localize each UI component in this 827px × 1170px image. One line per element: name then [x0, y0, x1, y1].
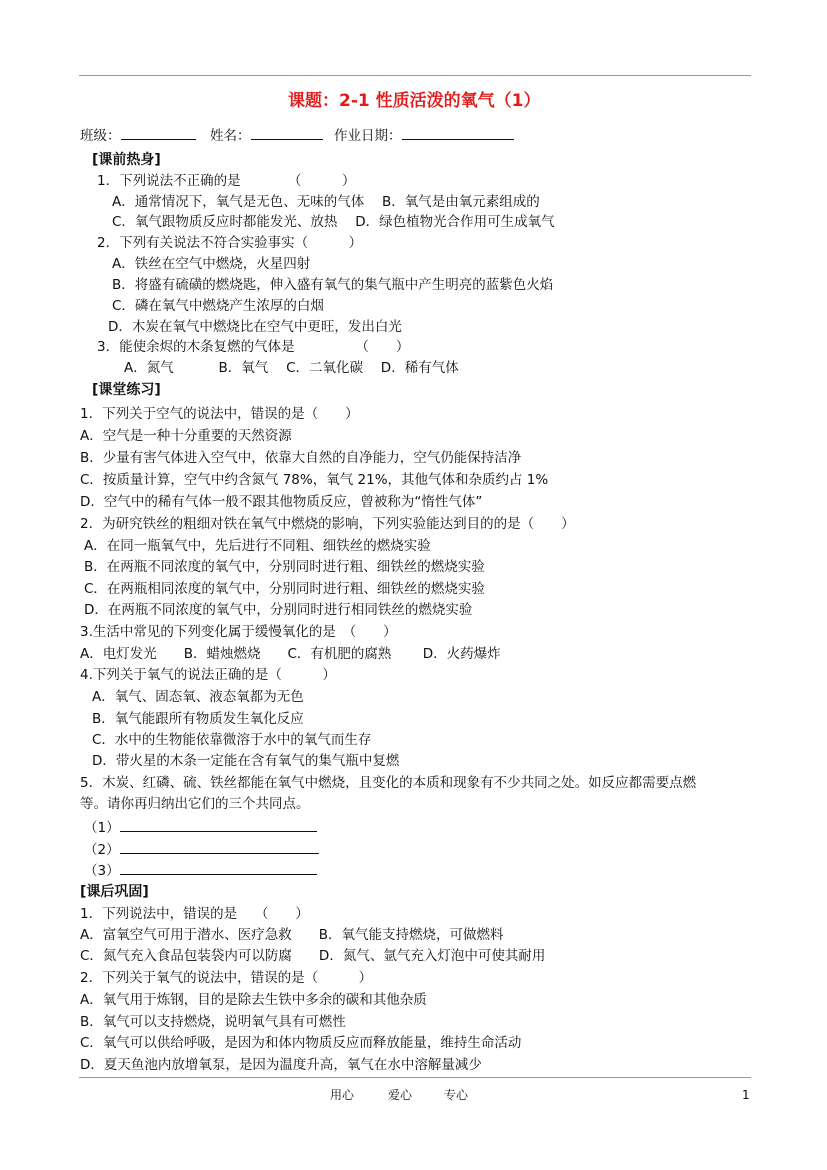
- review-q1-options-cd: C．氮气充入食品包装袋内可以防腐 D．氮气、氩气充入灯泡中可使其耐用: [80, 948, 546, 964]
- warmup-q1: 1．下列说法不正确的是 （ ）: [97, 173, 356, 189]
- practice-q2-option-b: B．在两瓶不同浓度的氧气中，分别同时进行粗、细铁丝的燃烧实验: [84, 559, 485, 575]
- practice-q4: 4.下列关于氧气的说法正确的是（ ）: [80, 667, 336, 683]
- review-q1-options-ab: A．富氧空气可用于潜水、医疗急救 B．氧气能支持燃烧，可做燃料: [80, 927, 504, 943]
- practice-q5-line2: 等。请你再归纳出它们的三个共同点。: [80, 796, 310, 812]
- practice-q2-option-d: D．在两瓶不同浓度的氧气中，分别同时进行相同铁丝的燃烧实验: [84, 602, 473, 618]
- practice-q1-option-b: B．少量有害气体进入空气中，依靠大自然的自净能力，空气仍能保持洁净: [80, 450, 522, 466]
- warmup-q1-options-cd: C．氧气跟物质反应时都能发光、放热 D．绿色植物光合作用可生成氧气: [112, 214, 555, 230]
- practice-q4-option-d: D．带火星的木条一定能在含有氧气的集气瓶中复燃: [92, 753, 400, 769]
- review-q2: 2．下列关于氧气的说法中，错误的是（ ）: [80, 970, 373, 986]
- page-number: 1: [742, 1088, 750, 1102]
- answer-label-3: （3）: [84, 863, 120, 879]
- warmup-q3: 3．能使余烬的木条复燃的气体是 （ ）: [97, 339, 410, 355]
- answer-line-2: [84, 840, 319, 859]
- name-blank[interactable]: [251, 126, 323, 140]
- practice-q3: 3.生活中常见的下列变化属于缓慢氧化的是 （ ）: [80, 624, 397, 640]
- answer-blank-1[interactable]: [120, 818, 317, 832]
- name-field: [210, 126, 323, 145]
- section-practice: [课堂练习]: [92, 382, 161, 398]
- practice-q4-option-b: B．氧气能跟所有物质发生氧化反应: [92, 711, 304, 727]
- practice-q1-option-d: D．空气中的稀有气体一般不跟其他物质反应，曾被称为“惰性气体”: [80, 494, 483, 510]
- section-review: [课后巩固]: [80, 884, 149, 900]
- warmup-q3-options: A．氮气 B．氧气 C．二氧化碳 D．稀有气体: [124, 360, 459, 376]
- class-blank[interactable]: [121, 126, 196, 140]
- footer-slogan-2: 爱心: [388, 1088, 413, 1102]
- practice-q2: 2．为研究铁丝的粗细对铁在氧气中燃烧的影响，下列实验能达到目的的是（ ）: [80, 516, 575, 532]
- review-q1: 1．下列说法中，错误的是 （ ）: [80, 906, 309, 922]
- date-label: 作业日期：: [334, 128, 402, 144]
- warmup-q2: 2．下列有关说法不符合实验事实（ ）: [97, 235, 363, 251]
- class-field: [80, 126, 196, 145]
- page-title: 课题：2-1 性质活泼的氧气（1）: [288, 91, 541, 111]
- practice-q2-option-a: A．在同一瓶氧气中，先后进行不同粗、细铁丝的燃烧实验: [84, 538, 431, 554]
- review-q2-option-d: D．夏天鱼池内放增氧泵，是因为温度升高，氧气在水中溶解量减少: [80, 1057, 482, 1073]
- answer-blank-3[interactable]: [120, 861, 317, 875]
- practice-q2-option-c: C．在两瓶相同浓度的氧气中，分别同时进行粗、细铁丝的燃烧实验: [84, 581, 485, 597]
- warmup-q2-option-a: A．铁丝在空气中燃烧，火星四射: [112, 256, 311, 272]
- answer-blank-2[interactable]: [120, 840, 319, 854]
- date-field: [334, 126, 514, 145]
- practice-q4-option-c: C．水中的生物能依靠微溶于水中的氧气而生存: [92, 732, 372, 748]
- review-q2-option-a: A．氧气用于炼钢，目的是除去生铁中多余的碳和其他杂质: [80, 992, 427, 1008]
- warmup-q2-option-b: B．将盛有硫磺的燃烧匙，伸入盛有氧气的集气瓶中产生明亮的蓝紫色火焰: [112, 277, 554, 293]
- warmup-q1-options-ab: A．通常情况下，氧气是无色、无味的气体 B．氧气是由氧元素组成的: [112, 194, 540, 210]
- answer-line-1: [84, 818, 317, 837]
- practice-q5-line1: 5．木炭、红磷、硫、铁丝都能在氧气中燃烧，且变化的本质和现象有不少共同之处。如反应都需要点燃: [80, 775, 697, 791]
- answer-line-3: [84, 861, 317, 880]
- practice-q3-options: A．电灯发光 B．蜡烛燃烧 C．有机肥的腐熟 D．火药爆炸: [80, 646, 501, 662]
- warmup-q2-option-c: C．磷在氧气中燃烧产生浓厚的白烟: [112, 298, 324, 314]
- answer-label-2: （2）: [84, 842, 120, 858]
- header-rule: [79, 75, 751, 76]
- footer-rule: [79, 1077, 751, 1078]
- section-warmup: [课前热身]: [92, 152, 161, 168]
- review-q2-option-b: B．氧气可以支持燃烧，说明氧气具有可燃性: [80, 1014, 346, 1030]
- practice-q1-option-a: A．空气是一种十分重要的天然资源: [80, 428, 292, 444]
- practice-q1-option-c: C．按质量计算，空气中约含氮气 78%，氧气 21%，其他气体和杂质约占 1%: [80, 472, 549, 488]
- warmup-q2-option-d: D．木炭在氧气中燃烧比在空气中更旺，发出白光: [108, 319, 402, 335]
- footer-slogan-3: 专心: [444, 1088, 469, 1102]
- review-q2-option-c: C．氧气可以供给呼吸，是因为和体内物质反应而释放能量，维持生命活动: [80, 1035, 522, 1051]
- practice-q1: 1．下列关于空气的说法中，错误的是（ ）: [80, 406, 359, 422]
- class-label: 班级：: [80, 128, 121, 144]
- footer-slogan-1: 用心: [330, 1088, 355, 1102]
- date-blank[interactable]: [402, 126, 514, 140]
- name-label: 姓名：: [210, 128, 251, 144]
- answer-label-1: （1）: [84, 820, 120, 836]
- practice-q4-option-a: A．氧气、固态氧、液态氧都为无色: [92, 689, 304, 705]
